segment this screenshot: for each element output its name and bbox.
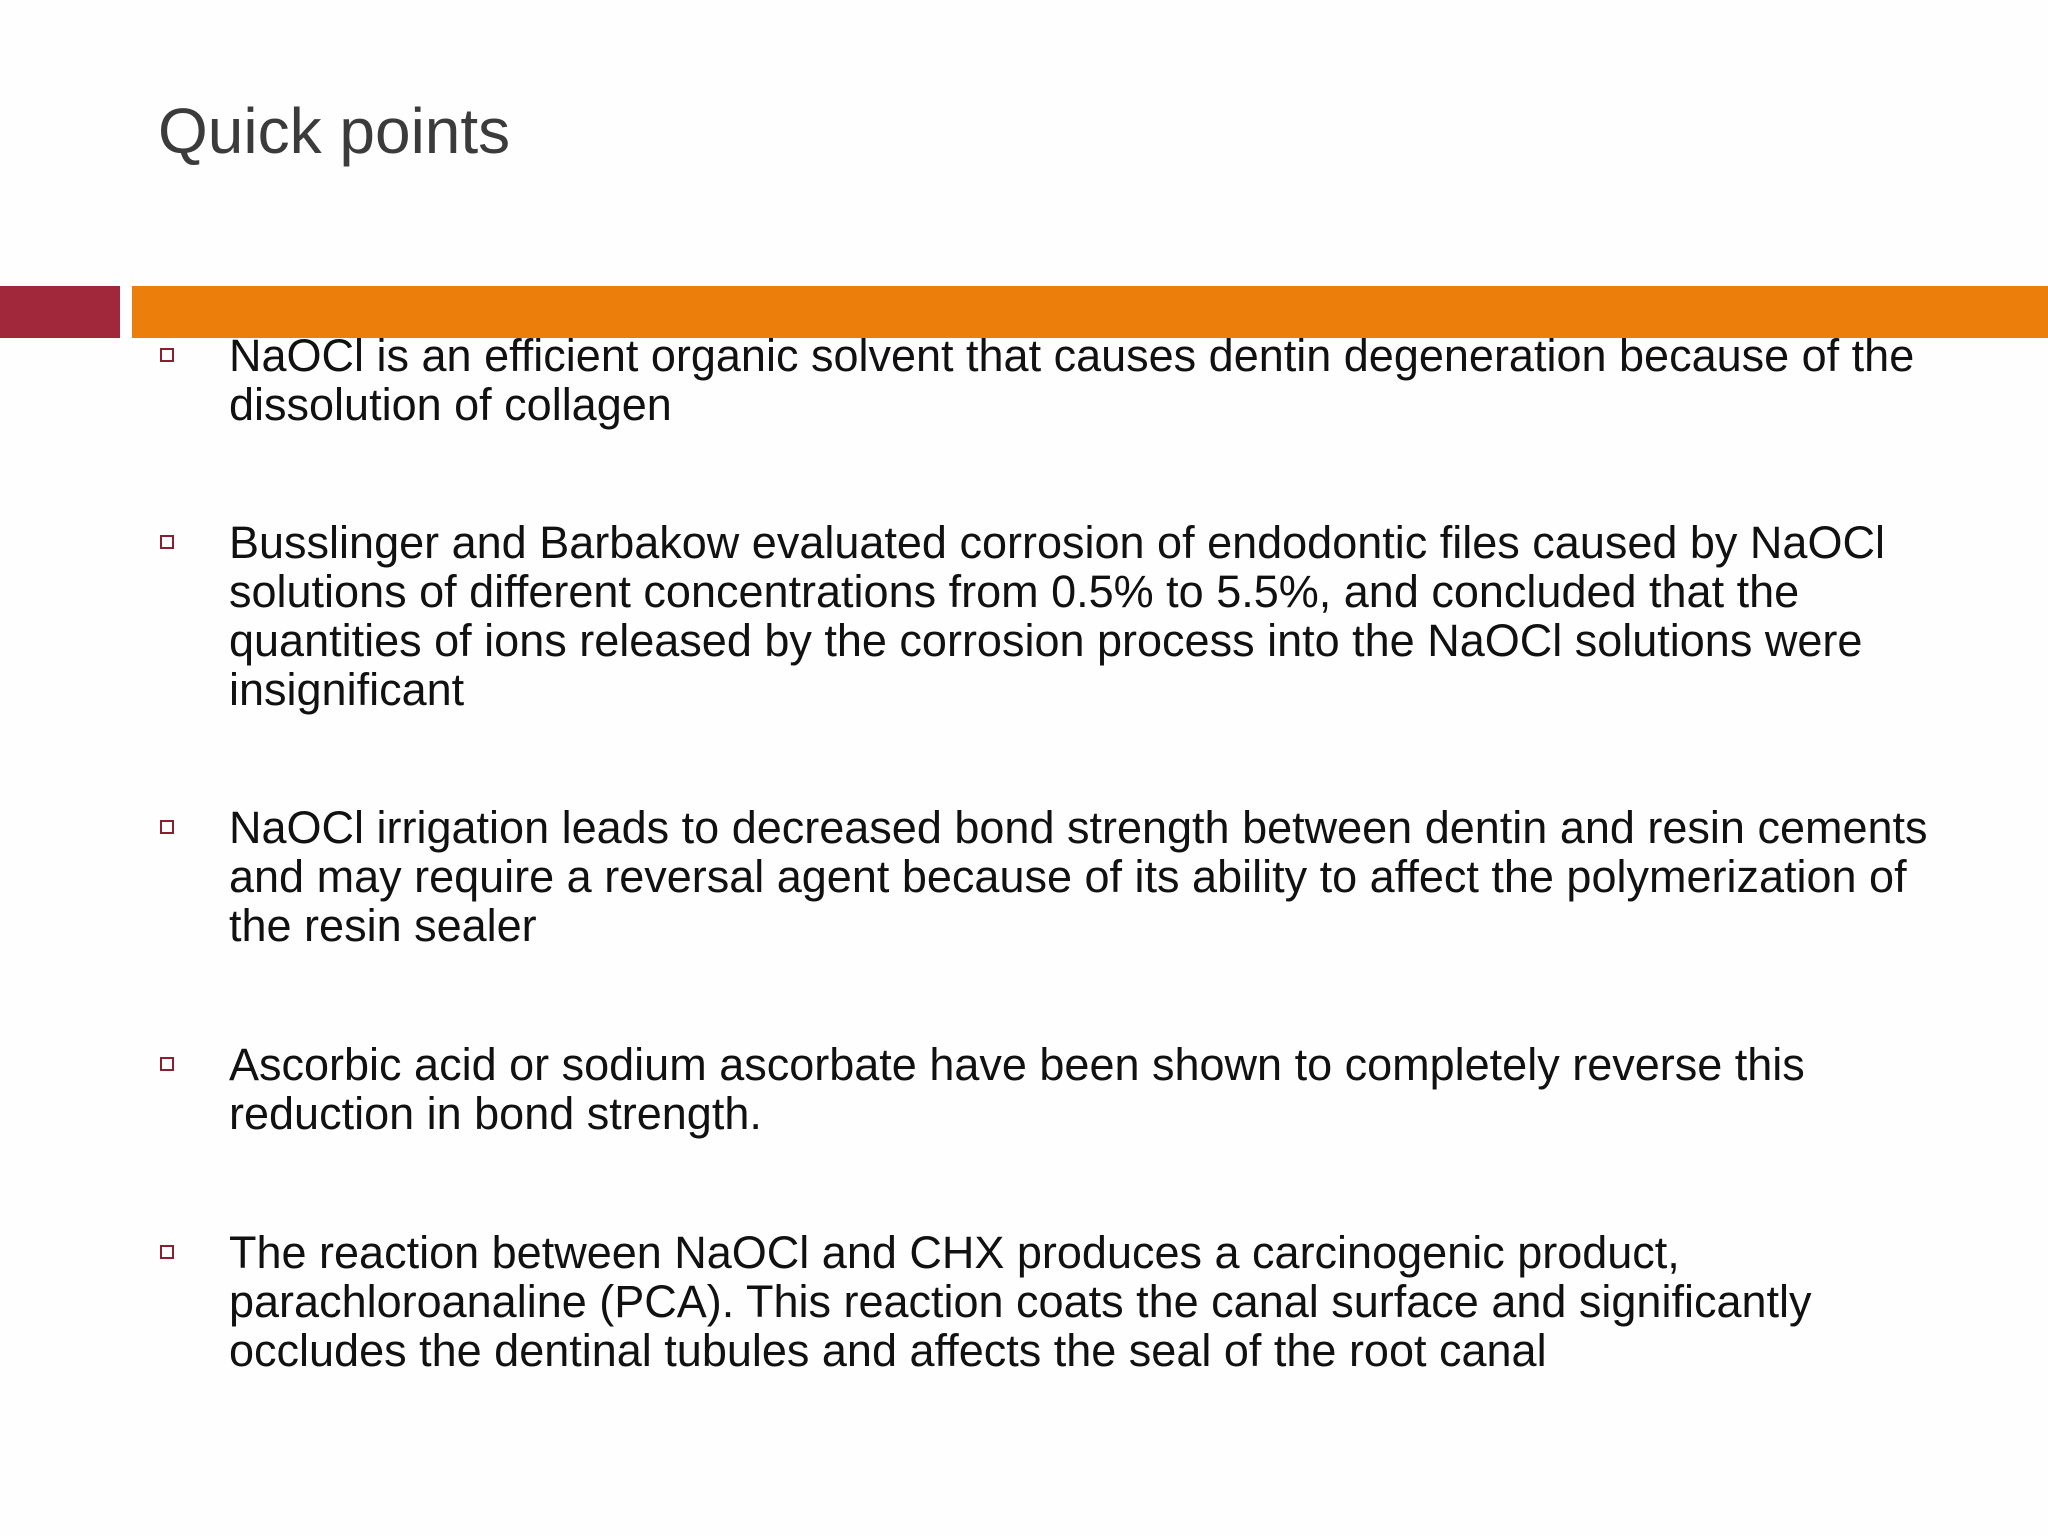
hollow-square-icon [160,1057,174,1071]
hollow-square-icon [160,1245,174,1259]
bullet-text: NaOCl is an efficient organic solvent that causes dentin degeneration because of the dissolution of collagen [229,330,1915,430]
bullet-text: NaOCl irrigation leads to decreased bond strength between dentin and resin cements and may require a reversal agent because of its ability to affect the polymerization of the resin sealer [229,802,1928,951]
hollow-square-icon [160,535,174,549]
bullet-text: Busslinger and Barbakow evaluated corrosion of endodontic files caused by NaOCl solutions of different concentrations from 0.5% to 5.5%, and concluded that the quantities of ions released by the corrosion process into the NaOCl solutions were insignificant [229,517,1885,715]
hollow-square-icon [160,348,174,362]
bullet-text: Ascorbic acid or sodium ascorbate have been shown to completely reverse this reduction in bond strength. [229,1039,1805,1139]
bullet-text: The reaction between NaOCl and CHX produces a carcinogenic product, parachloroanaline (PCA). This reaction coats the canal surface and significantly occludes the dentinal tubules and affects the seal of the root canal [229,1227,1812,1376]
hollow-square-icon [160,820,174,834]
slide-title: Quick points [158,95,511,167]
